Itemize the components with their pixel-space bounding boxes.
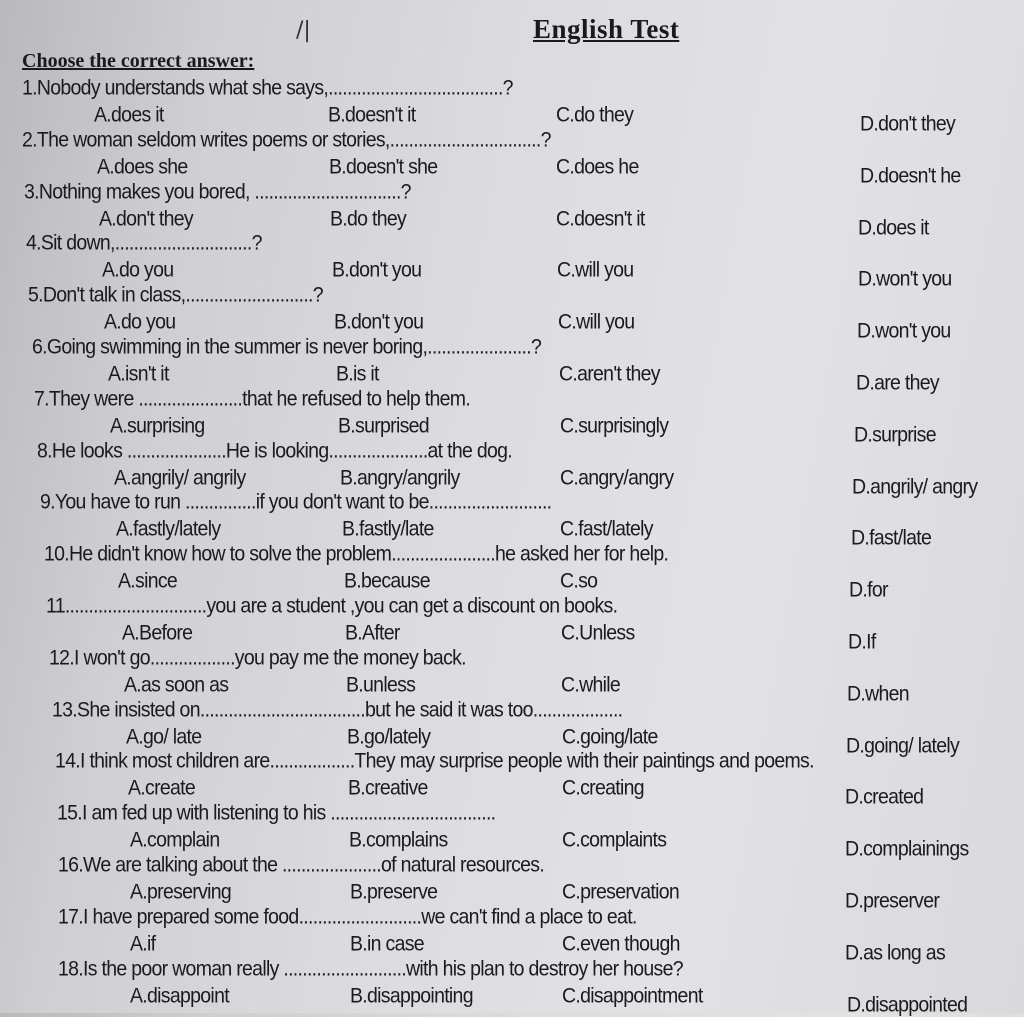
- option-d: D.If: [848, 629, 876, 654]
- option-a: A.Before: [122, 620, 193, 645]
- option-c: C.even though: [562, 931, 680, 956]
- option-b: B.don't you: [332, 258, 422, 283]
- option-a: A.go/ late: [126, 724, 202, 749]
- option-c: C.preservation: [562, 879, 680, 904]
- option-c: C.disappointment: [562, 983, 703, 1008]
- question-stem: 18.Is the poor woman really ..........................with his plan to destroy her house?: [58, 956, 683, 981]
- question-stem: 7.They were ......................that he refused to help them.: [34, 386, 471, 411]
- question-item: [0, 438, 1024, 499]
- option-c: C.complaints: [562, 828, 667, 852]
- question-stem: 14.I think most children are..................They may surprise people with their paintings and poems.: [55, 749, 814, 774]
- question-item: [0, 334, 1024, 395]
- option-d: D.does it: [858, 215, 929, 240]
- option-c: C.going/late: [562, 724, 658, 749]
- question-stem: 15.I am fed up with listening to his ...................................: [57, 801, 496, 825]
- option-a: A.create: [128, 776, 196, 801]
- option-c: C.doesn't it: [556, 206, 645, 231]
- question-item: [0, 76, 1024, 136]
- option-a: A.isn't it: [108, 361, 169, 386]
- option-c: C.creating: [562, 776, 644, 801]
- option-b: B.preserve: [350, 879, 438, 904]
- question-stem: 6.Going swimming in the summer is never boring,......................?: [32, 334, 542, 359]
- option-b: B.disappointing: [350, 983, 473, 1008]
- option-b: B.creative: [348, 776, 428, 801]
- option-a: A.do you: [102, 258, 174, 283]
- question-stem: 16.We are talking about the .....................of natural resources.: [58, 852, 545, 877]
- pen-mark: /|: [296, 18, 311, 43]
- option-b: B.do they: [330, 206, 407, 231]
- question-stem: 17.I have prepared some food..........................we can't find a place to eat.: [58, 904, 637, 929]
- option-c: C.so: [560, 569, 598, 593]
- option-a: A.complain: [130, 828, 220, 852]
- option-c: C.will you: [557, 258, 634, 283]
- option-d: D.surprise: [854, 422, 936, 447]
- option-b: B.in case: [350, 931, 424, 956]
- question-item: [0, 283, 1024, 343]
- question-stem: 2.The woman seldom writes poems or stories,................................?: [22, 127, 551, 152]
- option-c: C.Unless: [561, 620, 635, 645]
- option-d: D.for: [849, 578, 888, 602]
- option-a: A.if: [130, 931, 156, 956]
- question-item: [0, 127, 1024, 188]
- option-d: D.as long as: [845, 940, 945, 965]
- option-d: D.won't you: [858, 267, 952, 292]
- option-b: B.angry/angrily: [340, 465, 460, 490]
- option-b: B.After: [345, 620, 400, 645]
- question-item: [0, 956, 1024, 1017]
- question-item: [0, 179, 1024, 240]
- option-a: A.as soon as: [124, 672, 229, 697]
- question-stem: 3.Nothing makes you bored, ...............................?: [24, 179, 411, 204]
- option-b: B.complains: [349, 828, 448, 852]
- question-item: [0, 593, 1024, 654]
- option-a: A.since: [118, 569, 178, 593]
- option-d: D.fast/late: [851, 526, 932, 551]
- option-d: D.preserver: [845, 888, 940, 913]
- option-c: C.fast/lately: [560, 517, 653, 542]
- option-d: D.don't they: [860, 112, 956, 136]
- option-b: B.because: [344, 569, 430, 593]
- option-b: B.don't you: [334, 310, 424, 334]
- option-a: A.don't they: [99, 206, 193, 231]
- option-b: B.fastly/late: [342, 517, 434, 542]
- option-a: A.surprising: [110, 413, 205, 438]
- question-stem: 12.I won't go..................you pay me the money back.: [49, 645, 466, 670]
- question-stem: 8.He looks .....................He is looking.....................at the dog.: [37, 438, 512, 463]
- option-c: C.aren't they: [559, 361, 660, 386]
- question-stem: 5.Don't talk in class,...........................?: [28, 283, 323, 307]
- option-b: B.go/lately: [347, 724, 431, 749]
- option-b: B.unless: [346, 672, 416, 697]
- option-d: D.going/ lately: [846, 733, 960, 758]
- option-b: B.doesn't it: [328, 103, 416, 127]
- option-d: D.disappointed: [847, 992, 968, 1017]
- question-stem: 4.Sit down,.............................?: [26, 231, 262, 256]
- question-stem: 13.She insisted on...................................but he said it was too...................: [52, 697, 623, 722]
- question-stem: 10.He didn't know how to solve the problem......................he asked her for help.: [44, 542, 669, 566]
- option-d: D.won't you: [857, 319, 951, 343]
- question-list: [0, 76, 1024, 1017]
- question-item: [0, 852, 1024, 913]
- question-stem: 11..............................you are a student ,you can get a discount on books.: [46, 593, 618, 618]
- instruction-heading: Choose the correct answer:: [22, 50, 255, 72]
- option-b: B.is it: [336, 361, 379, 386]
- option-c: C.do they: [556, 103, 634, 127]
- question-item: [0, 801, 1024, 861]
- question-item: [0, 542, 1024, 602]
- option-d: D.when: [847, 681, 909, 706]
- option-a: A.angrily/ angrily: [114, 465, 246, 490]
- page-title: English Test: [533, 14, 680, 44]
- question-item: [0, 749, 1024, 810]
- option-c: C.surprisingly: [560, 413, 669, 438]
- option-c: C.does he: [556, 154, 639, 179]
- option-b: B.surprised: [338, 413, 429, 438]
- option-a: A.does it: [94, 103, 164, 127]
- question-item: [0, 645, 1024, 706]
- option-d: D.angrily/ angry: [852, 474, 978, 499]
- question-stem: 1.Nobody understands what she says,.....................................?: [22, 76, 513, 100]
- option-d: D.are they: [856, 370, 939, 395]
- question-item: [0, 697, 1024, 758]
- option-a: A.do you: [104, 310, 176, 334]
- option-a: A.preserving: [130, 879, 232, 904]
- question-stem: 9.You have to run ...............if you don't want to be..........................: [40, 490, 552, 515]
- option-b: B.doesn't she: [329, 154, 438, 179]
- option-d: D.doesn't he: [860, 163, 961, 188]
- option-c: C.angry/angry: [560, 465, 674, 490]
- option-c: C.while: [561, 672, 621, 697]
- question-item: [0, 490, 1024, 551]
- option-c: C.will you: [558, 310, 635, 334]
- option-a: A.disappoint: [130, 983, 229, 1008]
- option-a: A.does she: [97, 154, 188, 179]
- question-item: [0, 904, 1024, 965]
- question-item: [0, 231, 1024, 292]
- option-a: A.fastly/lately: [116, 517, 221, 542]
- option-d: D.created: [845, 785, 924, 810]
- option-d: D.complainings: [845, 837, 969, 861]
- question-item: [0, 386, 1024, 447]
